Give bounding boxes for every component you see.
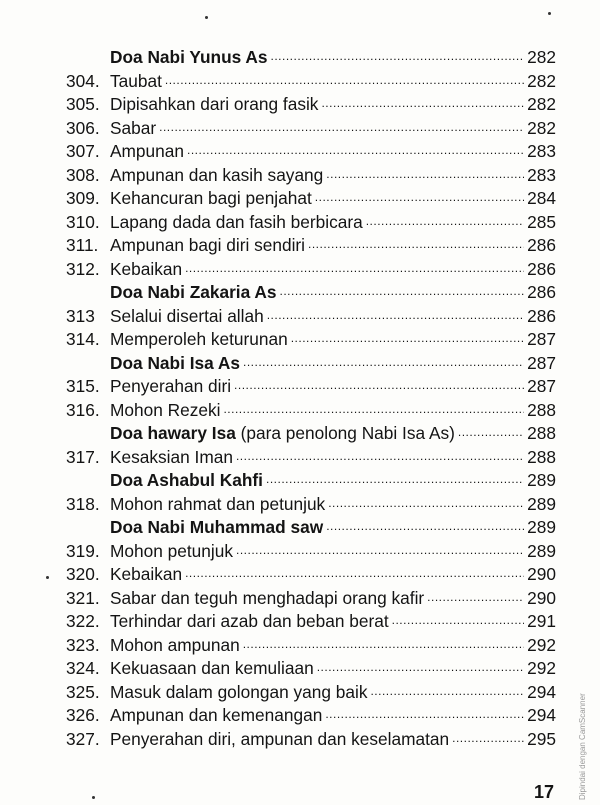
entry-page: 286 — [527, 235, 556, 255]
entry-number: 309. — [66, 188, 100, 208]
entry-title-text: Mohon Rezeki — [110, 399, 221, 420]
dot-leader — [185, 560, 524, 586]
entry-title-text: Taubat — [110, 70, 162, 91]
entry-title — [110, 446, 233, 470]
entry-number: 315. — [66, 376, 100, 396]
dot-leader — [243, 631, 524, 657]
table-of-contents — [66, 46, 556, 751]
entry-title-text: Selalui disertai allah — [110, 305, 264, 326]
dot-leader — [366, 208, 524, 234]
entry-title-text: Kehancuran bagi penjahat — [110, 188, 312, 208]
entry-title — [110, 657, 314, 681]
entry-number: 314. — [66, 329, 100, 349]
scanner-watermark: Dipindai dengan CamScanner — [578, 693, 587, 800]
entry-title — [110, 352, 240, 376]
dot-leader — [317, 654, 524, 680]
entry-page: 282 — [527, 47, 556, 67]
entry-title-text: Masuk dalam golongan yang baik — [110, 681, 368, 702]
entry-page: 290 — [527, 564, 556, 584]
entry-title-text: Terhindar dari azab dan beban berat — [110, 611, 389, 631]
entry-page: 288 — [527, 399, 556, 420]
entry-title-text: Ampunan — [110, 141, 184, 161]
entry-page: 282 — [527, 94, 556, 114]
dot-leader — [185, 255, 524, 281]
scan-speck — [548, 12, 551, 15]
entry-number: 308. — [66, 164, 100, 185]
scan-speck — [46, 576, 49, 579]
dot-leader — [452, 725, 524, 751]
entry-title — [110, 70, 162, 94]
dot-leader — [165, 67, 524, 93]
entry-title — [110, 375, 231, 399]
entry-title-text: Mohon rahmat dan petunjuk — [110, 493, 326, 514]
entry-title — [110, 258, 182, 282]
entry-title — [110, 164, 323, 188]
entry-title-text: Mohon petunjuk — [110, 540, 233, 561]
entry-page: 295 — [527, 728, 556, 749]
entry-title-text: Lapang dada dan fasih berbicara — [110, 211, 363, 232]
entry-title-text: Doa Nabi Isa As — [110, 352, 240, 373]
entry-number: 320. — [66, 564, 100, 584]
entry-number: 304. — [66, 70, 100, 91]
entry-number: 327. — [66, 728, 100, 749]
entry-page: 294 — [527, 705, 556, 725]
entry-number: 307. — [66, 141, 100, 161]
entry-title-text: Kekuasaan dan kemuliaan — [110, 658, 314, 678]
dot-leader — [458, 419, 524, 445]
dot-leader — [326, 513, 524, 539]
entry-page: 290 — [527, 587, 556, 608]
dot-leader — [326, 161, 524, 187]
dot-leader — [427, 584, 524, 610]
entry-page: 289 — [527, 517, 556, 537]
entry-title-text: Doa Nabi Zakaria As — [110, 282, 277, 302]
entry-number: 318. — [66, 493, 100, 514]
entry-title — [110, 704, 322, 728]
entry-number: 319. — [66, 540, 100, 561]
entry-title — [110, 493, 325, 517]
dot-leader — [308, 231, 524, 257]
entry-title — [110, 305, 264, 329]
dot-leader — [236, 537, 524, 563]
entry-title — [110, 140, 184, 164]
entry-title — [110, 587, 424, 611]
entry-page: 287 — [527, 352, 556, 373]
entry-number: 324. — [66, 658, 100, 678]
entry-number: 311. — [66, 235, 99, 255]
dot-leader — [267, 302, 524, 328]
dot-leader — [243, 349, 524, 375]
entry-subtitle: (para penolong Nabi Isa As) — [235, 423, 455, 443]
entry-page: 285 — [527, 211, 556, 232]
entry-title-text: Kesaksian Iman — [110, 446, 233, 467]
dot-leader — [236, 443, 524, 469]
dot-leader — [271, 43, 525, 69]
entry-number: 316. — [66, 399, 100, 420]
entry-title-text: Dipisahkan dari orang fasik — [110, 94, 319, 114]
entry-title-text: Ampunan bagi diri sendiri — [110, 235, 306, 255]
entry-title-text: Mohon ampunan — [110, 634, 240, 655]
entry-title-text: Ampunan dan kasih sayang — [110, 164, 324, 185]
entry-number: 323. — [66, 634, 100, 655]
entry-page: 294 — [527, 681, 556, 702]
entry-page: 283 — [527, 141, 556, 161]
entry-title-text: Doa hawary Isa — [110, 423, 236, 443]
entry-number: 326. — [66, 705, 100, 725]
entry-title-text: Penyerahan diri, ampunan dan keselamatan — [110, 728, 450, 749]
entry-page: 282 — [527, 117, 556, 138]
entry-page: 288 — [527, 423, 556, 443]
dot-leader — [234, 372, 524, 398]
dot-leader — [159, 114, 524, 140]
entry-title-text: Doa Ashabul Kahfi — [110, 470, 263, 490]
entry-number: 312. — [66, 258, 100, 279]
dot-leader — [315, 184, 524, 210]
entry-page: 289 — [527, 540, 556, 561]
page-number: 17 — [534, 782, 555, 802]
entry-title-text: Memperoleh keturunan — [110, 329, 288, 349]
dot-leader — [321, 90, 524, 116]
dot-leader — [291, 325, 524, 351]
entry-title — [110, 563, 182, 587]
entry-title-text: Doa Nabi Yunus As — [110, 47, 268, 67]
entry-page: 292 — [527, 634, 556, 655]
entry-page: 287 — [527, 376, 556, 396]
entry-number: 313 — [66, 305, 95, 326]
entry-title — [110, 187, 312, 211]
entry-title — [110, 469, 263, 493]
dot-leader — [187, 137, 524, 163]
dot-leader — [279, 278, 524, 304]
entry-title — [110, 728, 449, 752]
entry-title-text: Ampunan dan kemenangan — [110, 705, 323, 725]
entry-number: 305. — [66, 94, 100, 114]
toc-entry — [66, 728, 556, 752]
entry-page: 287 — [527, 329, 556, 349]
scan-speck — [92, 796, 95, 799]
entry-page: 289 — [527, 470, 556, 490]
entry-number: 317. — [66, 446, 100, 467]
entry-title-text: Kebaikan — [110, 258, 183, 279]
entry-page: 289 — [527, 493, 556, 514]
entry-number: 310. — [66, 211, 100, 232]
entry-title — [110, 399, 220, 423]
entry-page: 288 — [527, 446, 556, 467]
dot-leader — [370, 678, 524, 704]
entry-number: 321. — [66, 587, 100, 608]
dot-leader — [325, 701, 524, 727]
entry-page: 286 — [527, 305, 556, 326]
entry-number: 322. — [66, 611, 100, 631]
dot-leader — [392, 607, 525, 633]
entry-page: 283 — [527, 164, 556, 185]
entry-title-text: Penyerahan diri — [110, 376, 232, 396]
entry-page: 282 — [527, 70, 556, 91]
dot-leader — [266, 466, 524, 492]
entry-number: 325. — [66, 681, 100, 702]
entry-page: 292 — [527, 658, 556, 678]
entry-title-text: Doa Nabi Muhammad saw — [110, 517, 324, 537]
entry-title-text: Sabar dan teguh menghadapi orang kafir — [110, 587, 425, 608]
entry-page: 284 — [527, 188, 556, 208]
scan-speck — [205, 16, 208, 19]
dot-leader — [328, 490, 524, 516]
entry-title — [110, 634, 240, 658]
entry-title — [110, 281, 276, 305]
entry-title-text: Sabar — [110, 117, 157, 138]
dot-leader — [223, 396, 524, 422]
entry-page: 286 — [527, 282, 556, 302]
entry-title-text: Kebaikan — [110, 564, 183, 584]
entry-title — [110, 117, 156, 141]
entry-page: 291 — [527, 611, 556, 631]
entry-number: 306. — [66, 117, 100, 138]
entry-page: 286 — [527, 258, 556, 279]
